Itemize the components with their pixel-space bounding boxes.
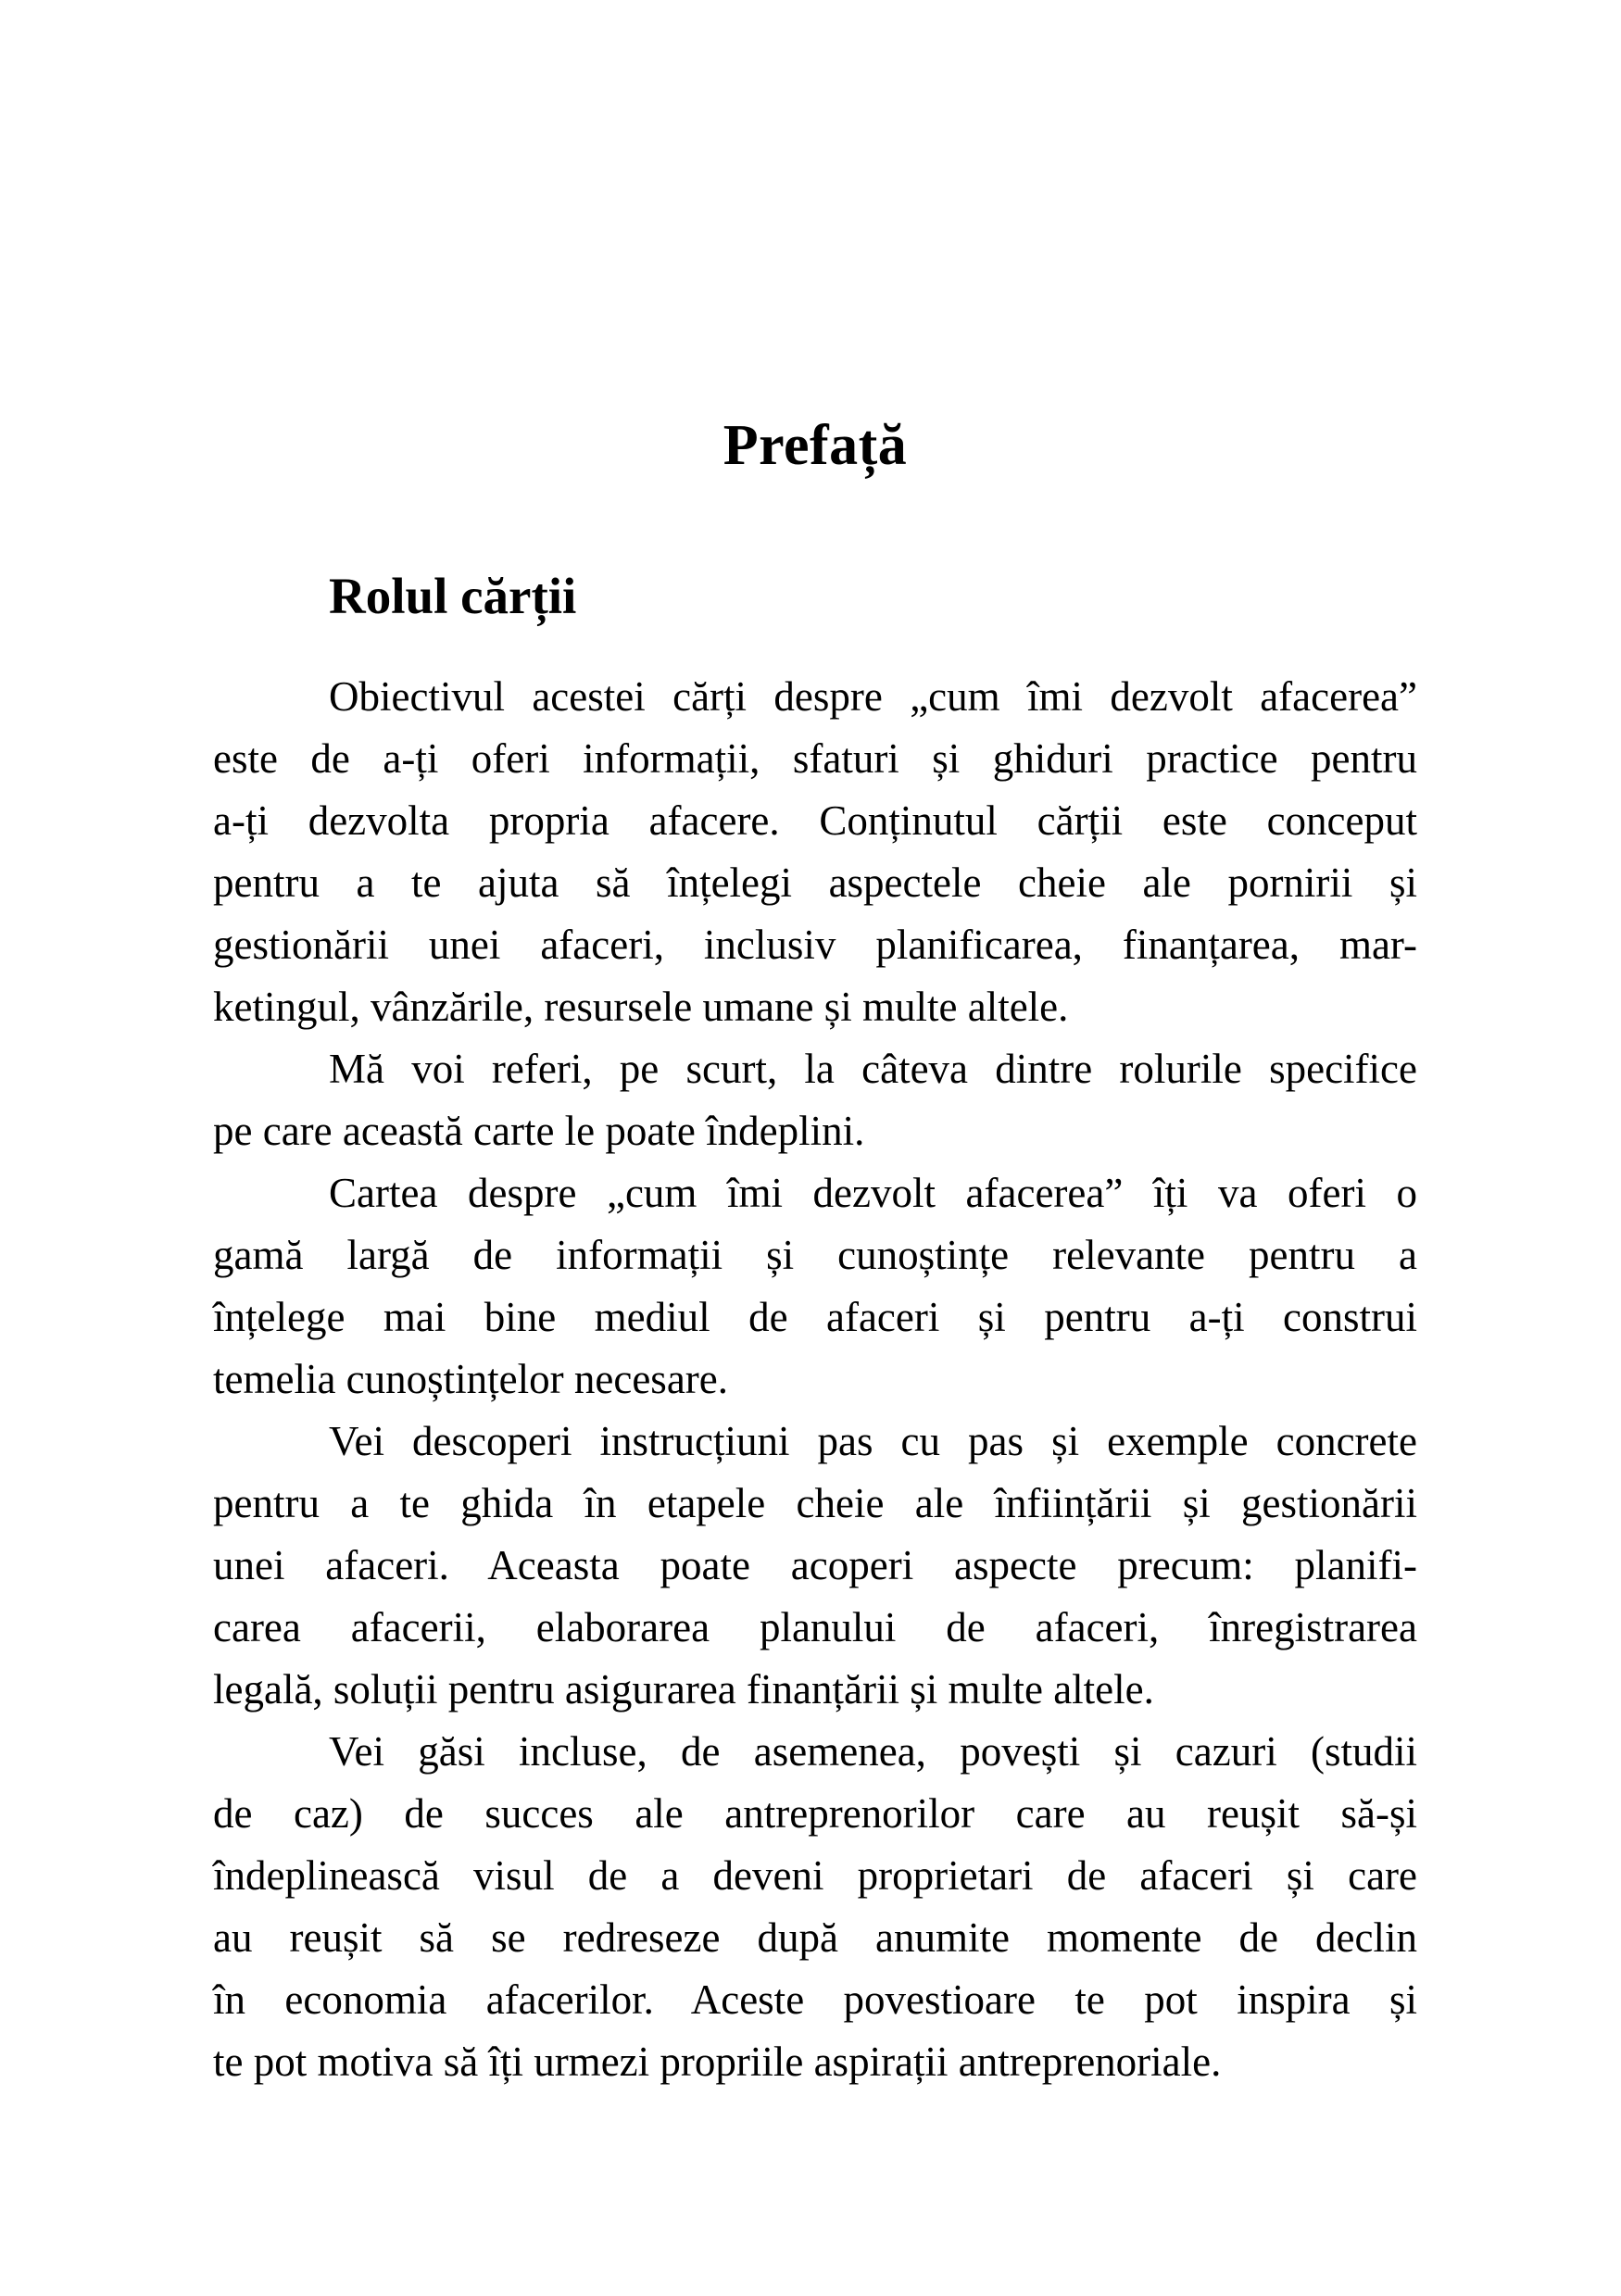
text-line: gestionării unei afaceri, inclusiv planificarea, finanțarea, mar- (213, 922, 1417, 968)
text-line: Cartea despre „cum îmi dezvolt afacerea” îți va oferi o (329, 1170, 1417, 1216)
text-line: pentru a te ghida în etapele cheie ale înființării și gestionării (213, 1480, 1417, 1526)
text-line: a-ți dezvolta propria afacere. Conținutul cărții este conceput (213, 797, 1417, 844)
page-title: Prefață (723, 414, 908, 477)
text-line: Vei găsi incluse, de asemenea, povești și cazuri (studii (329, 1728, 1417, 1775)
text-line: pe care această carte le poate îndeplini. (213, 1108, 865, 1154)
section-heading: Rolul cărții (329, 568, 577, 624)
text-line: îndeplinească visul de a deveni proprietari de afaceri și care (213, 1852, 1417, 1899)
text-line: pentru a te ajuta să înțelegi aspectele cheie ale pornirii și (213, 859, 1417, 906)
text-line: ketingul, vânzările, resursele umane și multe altele. (213, 984, 1069, 1030)
text-line: Vei descoperi instrucțiuni pas cu pas și exemple concrete (329, 1418, 1417, 1464)
text-line: gamă largă de informații și cunoștințe relevante pentru a (213, 1232, 1417, 1278)
text-line: au reușit să se redreseze după anumite momente de declin (213, 1914, 1417, 1961)
text-line: carea afacerii, elaborarea planului de afaceri, înregistrarea (213, 1604, 1417, 1650)
text-line: te pot motiva să îți urmezi propriile aspirații antreprenoriale. (213, 2039, 1222, 2085)
body-text (213, 666, 1417, 2093)
text-line: înțelege mai bine mediul de afaceri și pentru a-ți construi (213, 1294, 1417, 1340)
text-line: Obiectivul acestei cărți despre „cum îmi dezvolt afacerea” (329, 673, 1417, 720)
text-line: legală, soluții pentru asigurarea finanțării și multe altele. (213, 1666, 1154, 1713)
text-line: Mă voi referi, pe scurt, la câteva dintre rolurile specifice (329, 1046, 1417, 1092)
text-line: de caz) de succes ale antreprenorilor care au reușit să-și (213, 1790, 1417, 1837)
text-line: temelia cunoștințelor necesare. (213, 1356, 728, 1402)
text-line: este de a-ți oferi informații, sfaturi și ghiduri practice pentru (213, 735, 1417, 782)
text-line: în economia afacerilor. Aceste povestioare te pot inspira și (213, 1976, 1417, 2023)
text-line: unei afaceri. Aceasta poate acoperi aspecte precum: planifi- (213, 1542, 1417, 1588)
